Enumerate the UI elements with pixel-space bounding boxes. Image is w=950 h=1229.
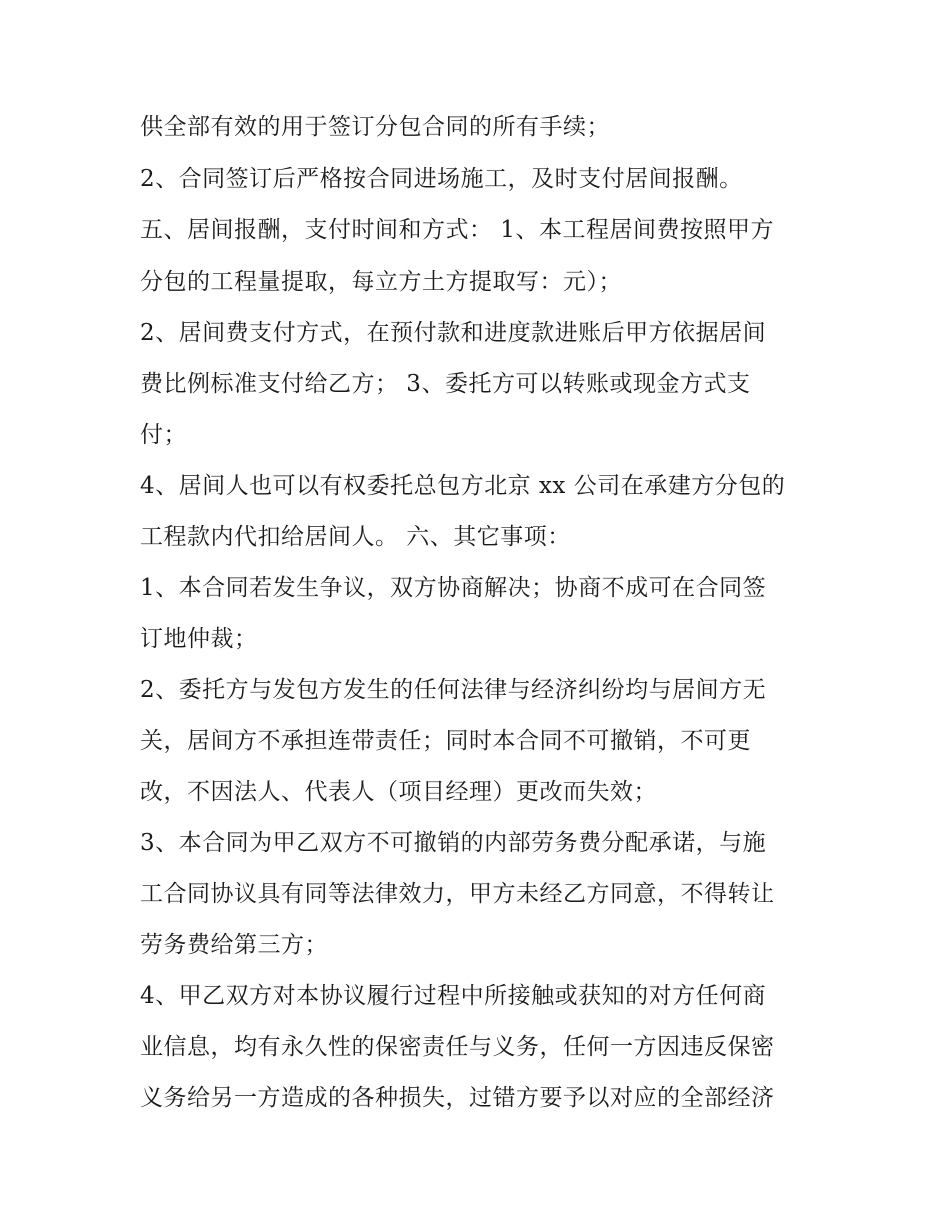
text-line: 4、居间人也可以有权委托总包方北京 xx 公司在承建方分包的 xyxy=(140,473,786,499)
text-line: 供全部有效的用于签订分包合同的所有手续； xyxy=(140,114,610,140)
text-line: 关，居间方不承担连带责任；同时本合同不可撤销，不可更 xyxy=(140,728,751,754)
text-line: 业信息，均有永久性的保密责任与义务，任何一方因违反保密 xyxy=(140,1034,775,1060)
text-line: 劳务费给第三方； xyxy=(140,932,328,958)
text-line: 1、本合同若发生争议，双方协商解决；协商不成可在合同签 xyxy=(140,575,767,601)
text-line: 分包的工程量提取，每立方土方提取写：元）； xyxy=(140,269,622,295)
text-line: 费比例标准支付给乙方； 3、委托方可以转账或现金方式支 xyxy=(140,371,751,397)
text-line: 义务给另一方造成的各种损失，过错方要予以对应的全部经济 xyxy=(140,1085,775,1111)
text-line: 2、合同签订后严格按合同进场施工，及时支付居间报酬。 xyxy=(140,166,743,192)
text-line: 五、居间报酬，支付时间和方式： 1、本工程居间费按照甲方 xyxy=(140,217,774,243)
text-line: 工合同协议具有同等法律效力，甲方未经乙方同意，不得转让 xyxy=(140,881,775,907)
text-line: 工程款内代扣给居间人。 六、其它事项： xyxy=(140,524,571,550)
text-line: 订地仲裁； xyxy=(140,626,258,652)
text-line: 3、本合同为甲乙双方不可撤销的内部劳务费分配承诺，与施 xyxy=(140,830,767,856)
text-line: 2、委托方与发包方发生的任何法律与经济纠纷均与居间方无 xyxy=(140,677,767,703)
text-line: 4、甲乙双方对本协议履行过程中所接触或获知的对方任何商 xyxy=(140,983,767,1009)
text-line: 付； xyxy=(140,422,187,448)
text-line: 2、居间费支付方式，在预付款和进度款进账后甲方依据居间 xyxy=(140,320,767,346)
text-line: 改，不因法人、代表人（项目经理）更改而失效； xyxy=(140,779,657,805)
